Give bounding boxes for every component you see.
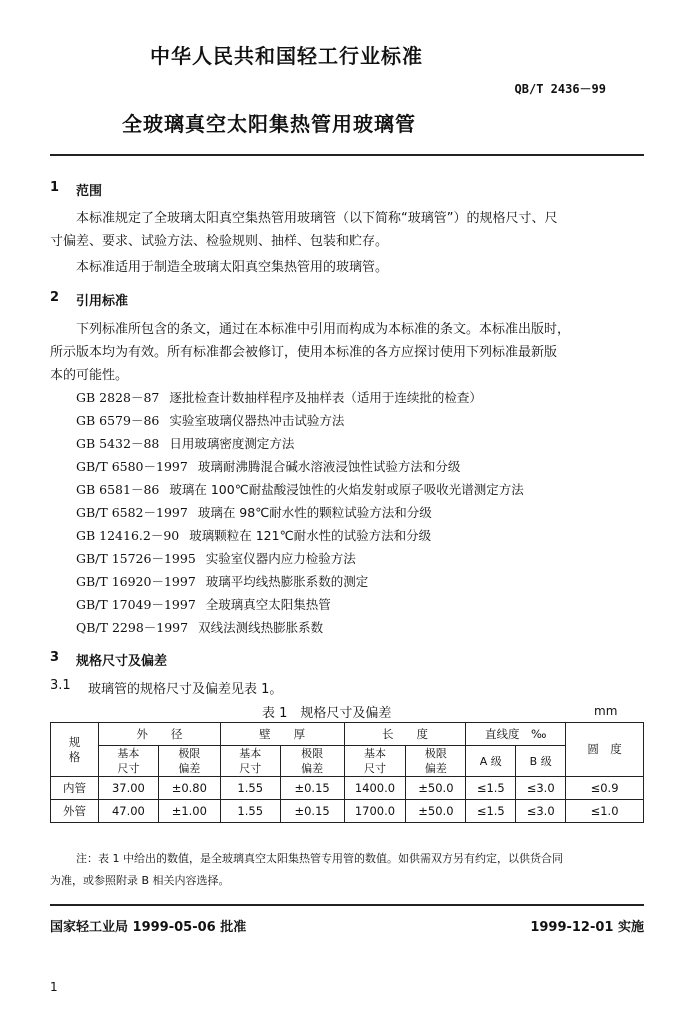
reference-code: GB 2828－87: [76, 390, 160, 405]
title-rule: [50, 154, 644, 156]
reference-item: [76, 386, 636, 409]
table-caption: 表 1 规格尺寸及偏差: [262, 706, 392, 721]
sub-header-tolerance: 极限偏差: [406, 746, 466, 777]
section-1-para-1-line-1: 本标准规定了全玻璃太阳真空集热管用玻璃管（以下简称“玻璃管”）的规格尺寸、尺: [76, 211, 558, 226]
row-name: 外管: [51, 800, 99, 823]
section-1-para-2: 本标准适用于制造全玻璃太阳真空集热管用的玻璃管。: [76, 260, 389, 275]
sub-header-tolerance: 极限偏差: [280, 746, 344, 777]
reference-title: 玻璃颗粒在 121℃耐水性的试验方法和分级: [189, 528, 432, 543]
reference-item: [76, 432, 636, 455]
cell-length-tolerance: ±50.0: [406, 777, 466, 800]
section-2-intro-line-3: 本的可能性。: [50, 368, 129, 383]
reference-code: QB/T 2298－1997: [76, 620, 189, 635]
spec-table: [50, 722, 644, 823]
col-header-outer-diameter: 外 径: [98, 723, 220, 746]
reference-item: [76, 409, 636, 432]
cell-outer-diameter-tolerance: ±1.00: [158, 800, 220, 823]
section-3-heading: 规格尺寸及偏差: [76, 654, 168, 669]
reference-item: [76, 455, 636, 478]
reference-item: [76, 524, 636, 547]
cell-outer-diameter: 37.00: [98, 777, 158, 800]
sub-header-tolerance: 极限偏差: [158, 746, 220, 777]
clause-3-1-text: 玻璃管的规格尺寸及偏差见表 1。: [88, 682, 283, 697]
cell-ovality: ≤0.9: [566, 777, 644, 800]
section-1-para-1: [50, 207, 650, 253]
row-name: 内管: [51, 777, 99, 800]
cell-wall-thickness-tolerance: ±0.15: [280, 800, 344, 823]
sub-header-grade-a: A 级: [466, 746, 516, 777]
table-note-line-1: 注：表 1 中给出的数值，是全玻璃真空太阳集热管专用管的数值。如供需双方另有约定，以供货合同: [76, 852, 563, 865]
reference-title: 日用玻璃密度测定方法: [169, 436, 295, 451]
reference-title: 玻璃在 100℃耐盐酸浸蚀性的火焰发射或原子吸收光谱测定方法: [169, 482, 524, 497]
reference-item: [76, 570, 636, 593]
reference-item: [76, 547, 636, 570]
reference-list: [76, 386, 636, 639]
effective-date: 1999-12-01 实施: [530, 920, 644, 935]
org-standard-heading: 中华人民共和国轻工行业标准: [150, 44, 423, 68]
col-header-spec: 规格: [51, 723, 99, 777]
table-note-line-2: 为准，或参照附录 B 相关内容选择。: [50, 874, 230, 887]
cell-grade-a: ≤1.5: [466, 800, 516, 823]
reference-code: GB/T 15726－1995: [76, 551, 196, 566]
sub-header-basic: 基本尺寸: [98, 746, 158, 777]
reference-item: [76, 616, 636, 639]
reference-title: 全玻璃真空太阳集热管: [205, 597, 331, 612]
reference-title: 玻璃在 98℃耐水性的颗粒试验方法和分级: [197, 505, 432, 520]
reference-code: GB 12416.2－90: [76, 528, 180, 543]
cell-length-tolerance: ±50.0: [406, 800, 466, 823]
cell-length: 1400.0: [344, 777, 406, 800]
page-number: 1: [50, 980, 58, 994]
sub-header-basic: 基本尺寸: [220, 746, 280, 777]
table-row: [51, 777, 644, 800]
reference-code: GB/T 17049－1997: [76, 597, 196, 612]
section-2-number: 2: [50, 290, 60, 305]
col-header-length: 长 度: [344, 723, 466, 746]
sub-header-grade-b: B 级: [516, 746, 566, 777]
col-header-ovality: 圆 度: [566, 723, 644, 777]
reference-title: 实验室仪器内应力检验方法: [205, 551, 356, 566]
reference-item: [76, 478, 636, 501]
reference-title: 逐批检查计数抽样程序及抽样表（适用于连续批的检查）: [169, 390, 482, 405]
clause-3-1-number: 3.1: [50, 678, 71, 693]
table-unit: mm: [594, 704, 618, 718]
reference-item: [76, 593, 636, 616]
section-2-heading: 引用标准: [76, 294, 129, 309]
col-header-wall-thickness: 壁 厚: [220, 723, 344, 746]
cell-outer-diameter: 47.00: [98, 800, 158, 823]
sub-header-basic: 基本尺寸: [344, 746, 406, 777]
table-note: [50, 848, 650, 892]
table-row: [51, 800, 644, 823]
cell-wall-thickness-tolerance: ±0.15: [280, 777, 344, 800]
footer-rule: [50, 904, 644, 906]
document-title: 全玻璃真空太阳集热管用玻璃管: [122, 112, 416, 136]
cell-grade-b: ≤3.0: [516, 800, 566, 823]
cell-length: 1700.0: [344, 800, 406, 823]
reference-title: 实验室玻璃仪器热冲击试验方法: [169, 413, 345, 428]
cell-wall-thickness: 1.55: [220, 777, 280, 800]
cell-grade-b: ≤3.0: [516, 777, 566, 800]
section-2-intro-line-1: 下列标准所包含的条文，通过在本标准中引用而构成为本标准的条文。本标准出版时，: [76, 322, 571, 337]
reference-code: GB/T 6582－1997: [76, 505, 188, 520]
cell-grade-a: ≤1.5: [466, 777, 516, 800]
section-2-intro: [50, 318, 650, 387]
reference-code: GB 5432－88: [76, 436, 160, 451]
reference-title: 玻璃平均线热膨胀系数的测定: [205, 574, 369, 589]
section-3-number: 3: [50, 650, 60, 665]
reference-item: [76, 501, 636, 524]
approval-line: 国家轻工业局 1999-05-06 批准: [50, 920, 247, 935]
reference-code: GB/T 6580－1997: [76, 459, 188, 474]
reference-code: GB/T 16920－1997: [76, 574, 196, 589]
section-1-number: 1: [50, 180, 60, 195]
section-1-heading: 范围: [76, 184, 103, 199]
cell-ovality: ≤1.0: [566, 800, 644, 823]
section-1-para-1-line-2: 寸偏差、要求、试验方法、检验规则、抽样、包装和贮存。: [50, 234, 389, 249]
standard-number: QB/T 2436－99: [514, 82, 606, 96]
cell-wall-thickness: 1.55: [220, 800, 280, 823]
section-2-intro-line-2: 所示版本均为有效。所有标准都会被修订，使用本标准的各方应探讨使用下列标准最新版: [50, 345, 558, 360]
reference-code: GB 6579－86: [76, 413, 160, 428]
reference-code: GB 6581－86: [76, 482, 160, 497]
cell-outer-diameter-tolerance: ±0.80: [158, 777, 220, 800]
reference-title: 玻璃耐沸腾混合碱水溶液浸蚀性试验方法和分级: [197, 459, 461, 474]
reference-title: 双线法测线热膨胀系数: [198, 620, 324, 635]
col-header-straightness: 直线度 ‰: [466, 723, 566, 746]
